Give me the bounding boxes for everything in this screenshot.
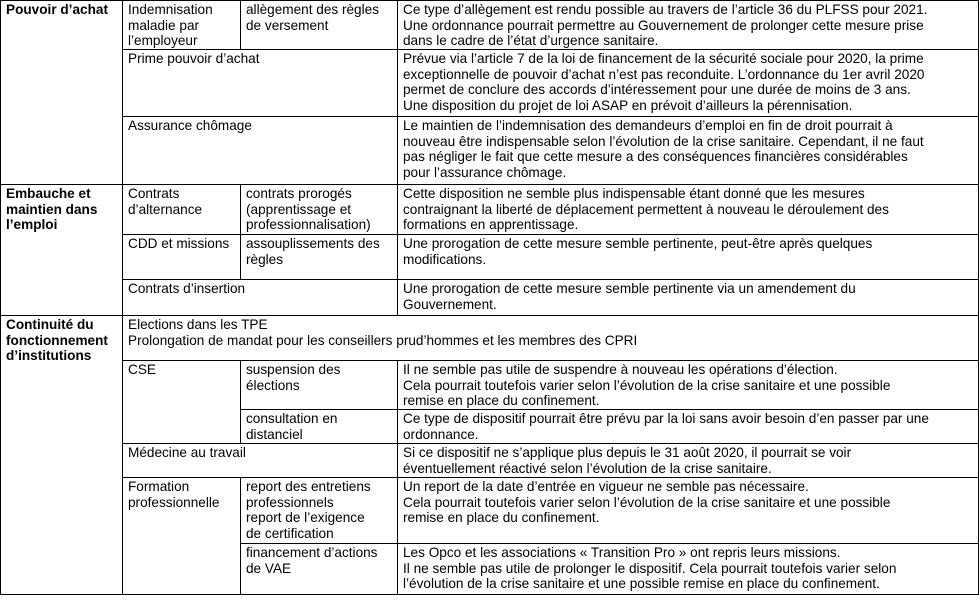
detail-cell (241, 361, 398, 410)
measure-label: Contrats (128, 186, 180, 201)
comment-cell (398, 410, 979, 444)
comment-line: permet de conclure des accords d’intéressement pour une durée de moins de 3 ans. (403, 82, 911, 98)
comment-line: Cela pourrait toutefois varier selon l’évolution de la crise sanitaire et une possible (403, 377, 891, 393)
measure-label: Indemnisation (128, 2, 213, 17)
comment-line: exceptionnelle de pouvoir d’achat n’est pas reconduite. L’ordonnance du 1er avril 2020 (403, 66, 925, 82)
comment-cell (398, 185, 979, 235)
measure-label: maladie par (128, 17, 200, 33)
comment-line: Prévue via l’article 7 de la loi de financement de la sécurité sociale pour 2020, la prime (403, 51, 924, 66)
measure-label: Prime pouvoir d’achat (128, 51, 260, 66)
detail-label: élections (246, 377, 300, 393)
comment-line: Si ce dispositif ne s’applique plus depuis le 31 août 2020, il pourrait se voir (403, 445, 852, 460)
comment-line: remise en place du confinement. (403, 393, 600, 409)
comment-cell (398, 544, 979, 595)
measure-label: Assurance chômage (128, 118, 252, 133)
comment-line: pour l’assurance chômage. (403, 164, 567, 180)
comment-line: Un report de la date d’entrée en vigueur ne semble pas nécessaire. (403, 479, 809, 494)
detail-label: règles (246, 251, 284, 267)
comment-line: éventuellement réactivé selon l’évolution de la crise sanitaire. (403, 460, 772, 476)
measure-label: d’alternance (128, 201, 203, 217)
category-label: l’emploi (6, 217, 58, 233)
category-label: Pouvoir d’achat (6, 2, 108, 17)
detail-cell (241, 1, 398, 50)
table-row (1, 361, 979, 410)
table-row (1, 280, 979, 316)
comment-cell (398, 478, 979, 544)
intro-line: Prolongation de mandat pour les conseillers prud’hommes et les membres des CPRI (128, 332, 638, 348)
comment-cell (398, 361, 979, 410)
category-label: Continuité du (6, 317, 94, 332)
detail-cell (241, 185, 398, 235)
comment-line: modifications. (403, 251, 487, 267)
category-cell (1, 185, 123, 316)
detail-label: professionnels (246, 494, 334, 510)
detail-label: consultation en (246, 411, 338, 426)
detail-label: de VAE (246, 560, 292, 576)
comment-line: nouveau être indispensable selon l’évolution de la crise sanitaire. Cependant, il ne faut (403, 133, 924, 149)
measure-cell (123, 1, 241, 50)
measure-cell (123, 444, 398, 478)
measure-label: professionnelle (128, 494, 220, 510)
table-row (1, 1, 979, 50)
comment-line: dans le cadre de l’état d’urgence sanitaire. (403, 33, 659, 49)
detail-label: de versement (246, 17, 329, 33)
detail-cell (241, 410, 398, 444)
detail-cell (241, 235, 398, 280)
detail-label: report de l’exigence (246, 510, 365, 526)
comment-line: l’évolution de la crise sanitaire et une possible remise en place du confinement. (403, 576, 880, 592)
table-row (1, 117, 979, 185)
measure-label: CSE (128, 362, 156, 377)
table-row (1, 235, 979, 280)
measure-label: Formation (128, 479, 190, 494)
intro-cell (123, 316, 979, 361)
detail-label: professionnalisation) (246, 217, 371, 233)
category-label: fonctionnement (6, 332, 108, 348)
comment-line: Une ordonnance pourrait permettre au Gouvernement de prolonger cette mesure prise (403, 17, 924, 33)
comment-line: formations en apprentissage. (403, 217, 579, 233)
category-label: maintien dans (6, 201, 98, 217)
comment-line: Cette disposition ne semble plus indispensable étant donné que les mesures (403, 186, 865, 201)
comment-line: Ce type de dispositif pourrait être prévu par la loi sans avoir besoin d’en passer par une (403, 411, 929, 426)
measure-cell (123, 361, 241, 444)
detail-cell (241, 544, 398, 595)
measure-cell (123, 235, 241, 280)
measure-cell (123, 185, 241, 235)
measure-cell (123, 117, 398, 185)
comment-line: Il ne semble pas utile de prolonger le dispositif. Cela pourrait toutefois varier selon (403, 560, 897, 576)
detail-label: (apprentissage et (246, 201, 352, 217)
detail-label: de certification (246, 525, 334, 541)
detail-label: distanciel (246, 426, 303, 442)
table-row (1, 478, 979, 544)
comment-line: Le maintien de l’indemnisation des demandeurs d’emploi en fin de droit pourrait à (403, 118, 893, 133)
comment-cell (398, 117, 979, 185)
category-cell (1, 316, 123, 595)
measure-cell (123, 280, 398, 316)
detail-label: allègement des règles (246, 2, 379, 17)
comment-line: Il ne semble pas utile de suspendre à nouveau les opérations d’élection. (403, 362, 838, 377)
comment-cell (398, 235, 979, 280)
measure-label: Contrats d’insertion (128, 281, 246, 296)
category-label: d’institutions (6, 348, 92, 364)
comment-line: Une prorogation de cette mesure semble pertinente, peut-être après quelques (403, 236, 873, 251)
comment-cell (398, 50, 979, 117)
comment-line: Ce type d’allègement est rendu possible au travers de l’article 36 du PLFSS pour 2021. (403, 2, 928, 17)
detail-label: assouplissements des (246, 236, 380, 251)
table-row (1, 316, 979, 361)
table-row (1, 185, 979, 235)
comment-line: Les Opco et les associations « Transition Pro » ont repris leurs missions. (403, 545, 841, 560)
comment-cell (398, 280, 979, 316)
comment-line: Cela pourrait toutefois varier selon l’évolution de la crise sanitaire et une possible (403, 494, 891, 510)
comment-cell (398, 444, 979, 478)
comment-cell (398, 1, 979, 50)
measure-cell (123, 50, 398, 117)
comment-line: remise en place du confinement. (403, 510, 600, 526)
comment-line: contraignant la liberté de déplacement permettent à nouveau le déroulement des (403, 201, 889, 217)
measure-label: CDD et missions (128, 236, 230, 251)
table-row (1, 50, 979, 117)
detail-label: report des entretiens (246, 479, 371, 494)
comment-line: Une prorogation de cette mesure semble pertinente via un amendement du (403, 281, 856, 296)
detail-label: financement d’actions (246, 545, 378, 560)
table-row (1, 444, 979, 478)
detail-label: suspension des (246, 362, 341, 377)
category-cell (1, 1, 123, 185)
intro-line: Elections dans les TPE (128, 317, 268, 332)
measure-label: l’employeur (128, 33, 198, 49)
comment-line: ordonnance. (403, 426, 479, 442)
measure-cell (123, 478, 241, 595)
category-label: Embauche et (6, 186, 91, 201)
detail-label: contrats prorogés (246, 186, 352, 201)
comment-line: pas négliger le fait que cette mesure a des conséquences financières considérables (403, 149, 908, 165)
comment-line: Une disposition du projet de loi ASAP en prévoit d’ailleurs la pérennisation. (403, 97, 853, 113)
comment-line: Gouvernement. (403, 296, 497, 312)
measure-label: Médecine au travail (128, 445, 246, 460)
detail-cell (241, 478, 398, 544)
